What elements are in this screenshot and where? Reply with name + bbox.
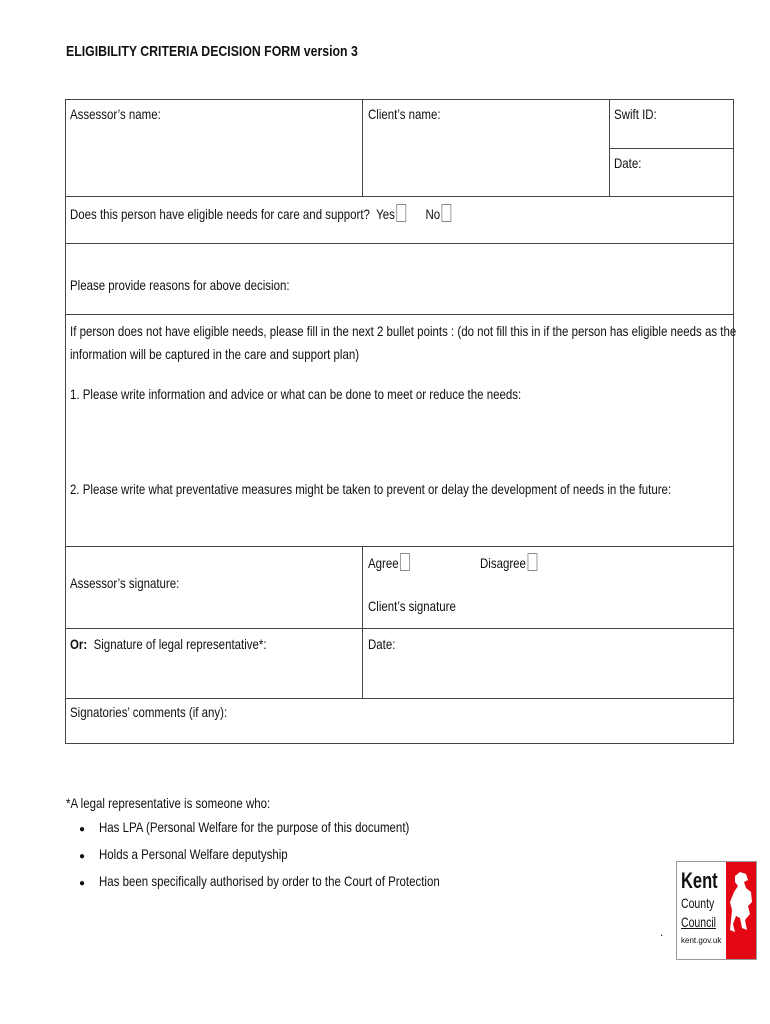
or-label: Or:: [70, 636, 88, 652]
eligibility-question-row: [65, 196, 734, 244]
disagree-checkbox[interactable]: [528, 553, 538, 571]
not-eligible-intro-line2: information will be captured in the care and support plan): [70, 346, 360, 362]
point-1-label: 1. Please write information and advice or what can be done to meet or reduce the needs:: [70, 386, 522, 402]
yes-label: Yes: [376, 206, 395, 222]
client-signature-label: Client’s signature: [368, 598, 456, 614]
bullet-icon: ●: [79, 878, 86, 889]
footnote-item: Has been specifically authorised by order to the Court of Protection: [99, 873, 440, 889]
assessor-signature-cell[interactable]: [65, 546, 363, 629]
comments-row[interactable]: [65, 698, 734, 744]
assessor-name-cell[interactable]: [65, 99, 363, 197]
kent-county-council-logo: [676, 861, 757, 960]
client-name-label: Client’s name:: [368, 106, 441, 122]
point-2-label: 2. Please write what preventative measures might be taken to prevent or delay the development of needs in the future:: [70, 481, 672, 497]
reasons-row[interactable]: [65, 243, 734, 315]
agree-option: [368, 553, 410, 571]
footnote-item: Holds a Personal Welfare deputyship: [99, 846, 288, 862]
not-eligible-intro-line1: If person does not have eligible needs, please fill in the next 2 bullet points : (do not fill this in if the person has eligible needs as the: [70, 323, 737, 339]
swift-id-label: Swift ID:: [614, 106, 657, 122]
logo-website: kent.gov.uk: [681, 936, 722, 945]
footnote-item: Has LPA (Personal Welfare for the purpose of this document): [99, 819, 410, 835]
footnote-intro: *A legal representative is someone who:: [66, 795, 271, 811]
bullet-icon: ●: [79, 851, 86, 862]
assessor-name-label: Assessor’s name:: [70, 106, 161, 122]
legal-rep-signature-cell[interactable]: [65, 628, 363, 699]
agree-label: Agree: [368, 555, 399, 571]
white-horse-icon: [726, 862, 756, 959]
footnote-dot: .: [660, 925, 664, 939]
form-title: ELIGIBILITY CRITERIA DECISION FORM version 3: [66, 43, 358, 60]
not-eligible-section[interactable]: [65, 314, 737, 547]
signature-date-label: Date:: [368, 636, 396, 652]
logo-red-panel: [726, 862, 756, 959]
no-checkbox[interactable]: [442, 204, 452, 222]
no-label: No: [425, 206, 441, 222]
assessor-signature-label: Assessor’s signature:: [70, 575, 180, 591]
disagree-label: Disagree: [480, 555, 526, 571]
comments-label: Signatories’ comments (if any):: [70, 704, 228, 720]
client-signature-cell[interactable]: [362, 546, 734, 629]
yes-checkbox[interactable]: [397, 204, 407, 222]
client-name-cell[interactable]: [362, 99, 610, 197]
agree-checkbox[interactable]: [400, 553, 410, 571]
eligibility-question: Does this person have eligible needs for care and support? Yes No: [70, 204, 452, 222]
swift-id-cell[interactable]: [609, 99, 734, 149]
logo-line-council: Council: [681, 914, 717, 930]
reasons-label: Please provide reasons for above decision:: [70, 277, 290, 293]
date-cell[interactable]: [609, 148, 734, 197]
logo-line-county: County: [681, 895, 715, 911]
logo-line-kent: Kent: [681, 868, 718, 893]
legal-rep-label: Or: Signature of legal representative*:: [70, 636, 267, 652]
bullet-icon: ●: [79, 824, 86, 835]
signature-date-cell[interactable]: [362, 628, 734, 699]
date-label: Date:: [614, 155, 642, 171]
disagree-option: [480, 553, 537, 571]
